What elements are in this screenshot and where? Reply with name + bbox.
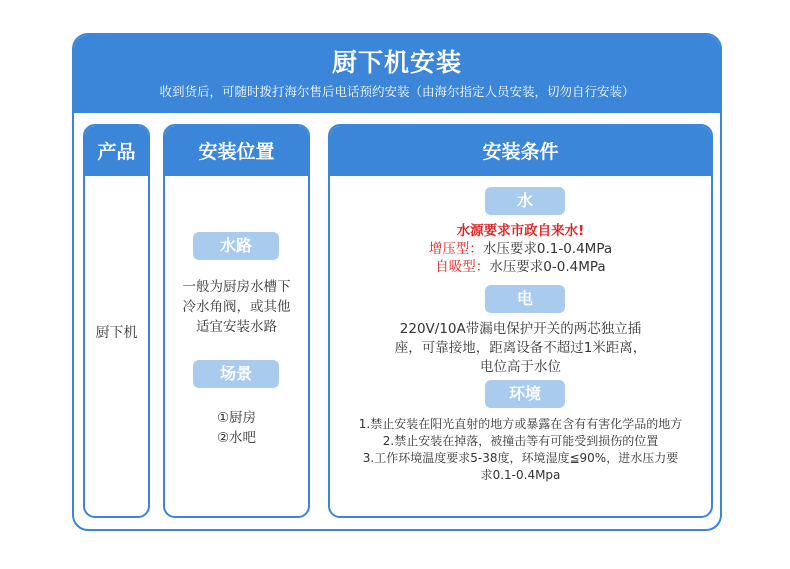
power-line: 电位高于水位 xyxy=(480,359,561,375)
scene-list xyxy=(165,408,308,448)
scene-item: ①厨房 xyxy=(216,410,257,426)
power-line: 座，可靠接地，距离设备不超过1米距离， xyxy=(394,340,647,356)
scene-item: ②水吧 xyxy=(216,430,257,446)
power-label: 电 xyxy=(485,285,565,313)
water-source-requirement: 水源要求市政自来水! xyxy=(456,223,585,239)
water-label: 水 xyxy=(485,187,565,215)
page-subtitle: 收到货后，可随时拨打海尔售后电话预约安装（由海尔指定人员安装，切勿自行安装） xyxy=(159,84,635,99)
self-priming-type: 自吸型： xyxy=(435,259,490,275)
product-name: 厨下机 xyxy=(95,325,138,341)
environment-item: 求0.1-0.4Mpa xyxy=(480,468,561,482)
conditions-heading: 安装条件 xyxy=(330,126,711,176)
environment-conditions xyxy=(330,416,711,484)
environment-item: 1.禁止安装在阳光直射的地方或暴露在含有有害化学品的地方 xyxy=(358,417,683,431)
self-priming-row xyxy=(330,258,711,276)
booster-value: 水压要求0.1-0.4MPa xyxy=(482,241,613,257)
environment-item: 2.禁止安装在掉落，被撞击等有可能受到损伤的位置 xyxy=(382,434,659,448)
self-priming-value: 水压要求0-0.4MPa xyxy=(489,259,606,275)
water-route-label: 水路 xyxy=(193,232,279,260)
water-route-line: 一般为厨房水槽下 xyxy=(182,279,291,295)
water-route-line: 适宜安装水路 xyxy=(196,319,277,335)
water-route-text xyxy=(165,277,308,337)
power-conditions xyxy=(330,320,711,377)
power-line: 220V/10A带漏电保护开关的两芯独立插 xyxy=(399,321,642,337)
environment-item: 3.工作环境温度要求5-38度，环境湿度≦90%，进水压力要 xyxy=(362,451,679,465)
conditions-panel xyxy=(328,124,713,518)
water-conditions xyxy=(330,222,711,276)
page-title: 厨下机安装 xyxy=(331,48,462,77)
scene-label: 场景 xyxy=(193,360,279,388)
water-route-line: 冷水角阀，或其他 xyxy=(182,299,291,315)
booster-type: 增压型： xyxy=(428,241,483,257)
card-header xyxy=(74,35,720,113)
environment-label: 环境 xyxy=(485,380,565,408)
location-panel xyxy=(163,124,310,518)
product-heading: 产品 xyxy=(85,126,148,176)
location-heading: 安装位置 xyxy=(165,126,308,176)
booster-row xyxy=(330,240,711,258)
product-panel xyxy=(83,124,150,518)
